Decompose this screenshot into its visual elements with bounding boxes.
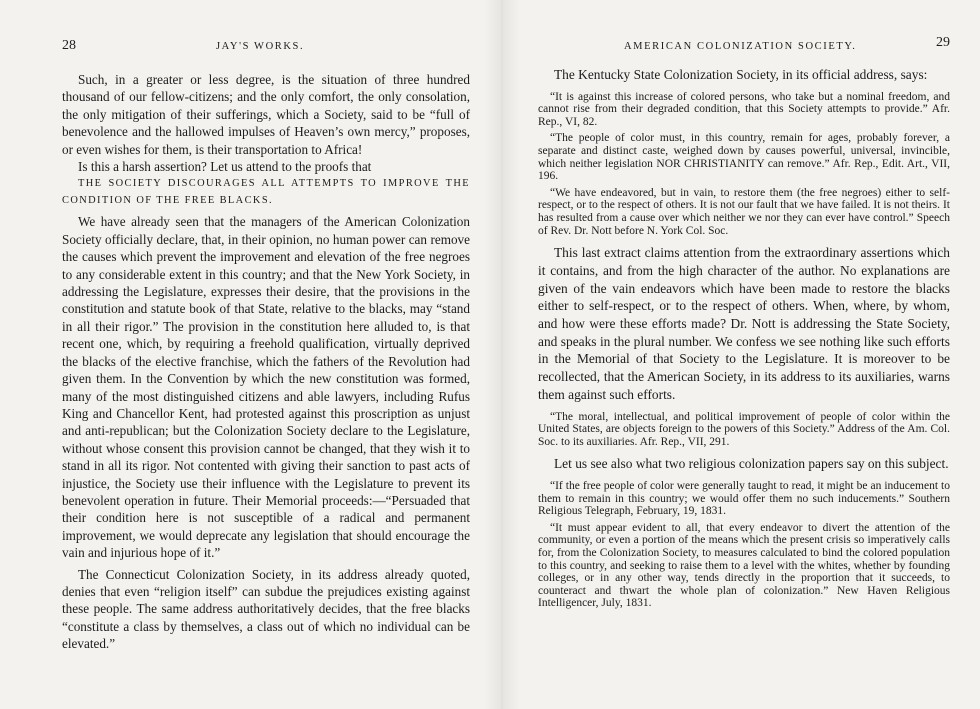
right-page-header — [538, 35, 950, 58]
right-running-head: AMERICAN COLONIZATION SOCIETY. — [624, 41, 857, 52]
block-quote: “The people of color must, in this country, remain for ages, probably forever, a separate and distinct caste, weighed down by causes powerful, universal, invincible, which neither legislation NOR CHRISTIANITY can remove.” Afr. Rep., Edit. Art., VII, 196. — [538, 132, 950, 183]
paragraph: The Kentucky State Colonization Society, in its official address, says: — [554, 67, 928, 82]
paragraph: Such, in a greater or less degree, is the situation of three hundred thousand of our fellow-citizens; and the only comfort, the only consolation, the only mitigation of their sufferings, which a Society, said to be “full of benevolence and the hallowed impulses of Heaven’s own mercy,” proposes, or even wishes for them, is their transportation to Africa! — [62, 72, 470, 157]
block-quote: “If the free people of color were generally taught to read, it might be an inducement to them to remain in this country; we would offer them no such inducements.” Southern Religious Telegraph, February, 19, 1831. — [538, 480, 950, 518]
page-gutter — [484, 0, 520, 709]
paragraph: This last extract claims attention from the extraordinary assertions which it contains, and from the high character of the author. No explanations are given of the vain endeavors which have been made to restore the blacks either to self-respect, or to the respect of others. When, where, by whom, and how were these efforts made? Dr. Nott is addressing the State Society, and speaks in the plural number. We confess we see nothing like such efforts in the Memorial of that Society to the Legislature. It is moreover to be recollected, that the American Society, in its address to its auxiliaries, warns them against such efforts. — [538, 245, 950, 402]
left-page-header — [62, 40, 470, 58]
block-quote: “It is against this increase of colored persons, who take but a nominal freedom, and cannot rise from their degraded condition, that this Society attempts to provide.” Afr. Rep., VI, 82. — [538, 90, 950, 128]
paragraph: The Connecticut Colonization Society, in its address already quoted, denies that even “religion itself” can subdue the prejudices existing against these people. The same address authoritatively decides, that the free blacks “constitute a class by themselves, a class out of which no individual can be elevated.” — [62, 566, 470, 652]
block-quote: “The moral, intellectual, and political improvement of people of color within the United States, are objects foreign to the powers of this Society.” Address of the Am. Col. Soc. to its auxiliaries. Afr. Rep., VII, 291. — [538, 410, 950, 448]
block-quote: “We have endeavored, but in vain, to restore them (the free negroes) either to self-respect, or to the respect of others. It is not our fault that we have failed. It is not theirs. It has resulted from a cause over which neither we nor they can ever have control.” Speech of Rev. Dr. Nott before N. York Col. Soc. — [538, 186, 950, 237]
left-page — [62, 0, 470, 709]
left-page-body — [62, 71, 470, 653]
right-page-number: 29 — [936, 35, 950, 50]
section-heading: THE SOCIETY DISCOURAGES ALL ATTEMPTS TO IMPROVE THE CONDITION OF THE FREE BLACKS. — [62, 178, 470, 207]
paragraph: We have already seen that the managers of the American Colonization Society officially declare, that, in their opinion, no human power can remove the causes which prevent the improvement and elevation of the free negroes to any considerable extent in this country; and that the New York Society, in addressing the Legislature, expresses their desire, that the provisions in the constitution and statute book of that State, relative to the blacks, may “stand in all their rigor.” The provision in the constitution here alluded to, is that recent one, which, by requiring a freehold qualification, virtually deprived the blacks of the elective franchise, which the fathers of the Revolution had given them. In the Convention by which the new constitution was formed, many of the most distinguished citizens and able lawyers, including Rufus King and Chancellor Kent, had protested against this proscription as unjust and anti-republican; but the Colonization Society declare to the Legislature, without whose consent this provision cannot be changed, that they wish it to stand in all its rigor. Not contented with giving their sanction to past acts of injustice, the Society use their influence with the Legislature to prevent its benevolent operation in future. Their Memorial proceeds:—“Persuaded that their condition here is not susceptible of a radical and permanent improvement, we would deprecate any legislation that should encourage the vain and injurious hope of it.” — [62, 214, 470, 561]
right-page — [538, 0, 950, 709]
paragraph: Let us see also what two religious colonization papers say on this subject. — [554, 456, 949, 472]
left-page-number: 28 — [62, 38, 76, 53]
left-running-head: JAY'S WORKS. — [216, 41, 305, 52]
block-quote: “It must appear evident to all, that every endeavor to divert the attention of the community, or even a portion of the means which the present crisis so imperatively calls for, from the Colonization Society, to measures calculated to bind the colored population to this country, and seeking to raise them to a level with the whites, whether by founding colleges, or in any other way, tends directly in the proportion that it succeeds, to counteract and thwart the whole plan of colonization.” New Haven Religious Intelligencer, July, 1831. — [538, 521, 950, 610]
paragraph: Is this a harsh assertion? Let us attend to the proofs that — [78, 159, 372, 175]
right-page-body — [538, 66, 950, 610]
